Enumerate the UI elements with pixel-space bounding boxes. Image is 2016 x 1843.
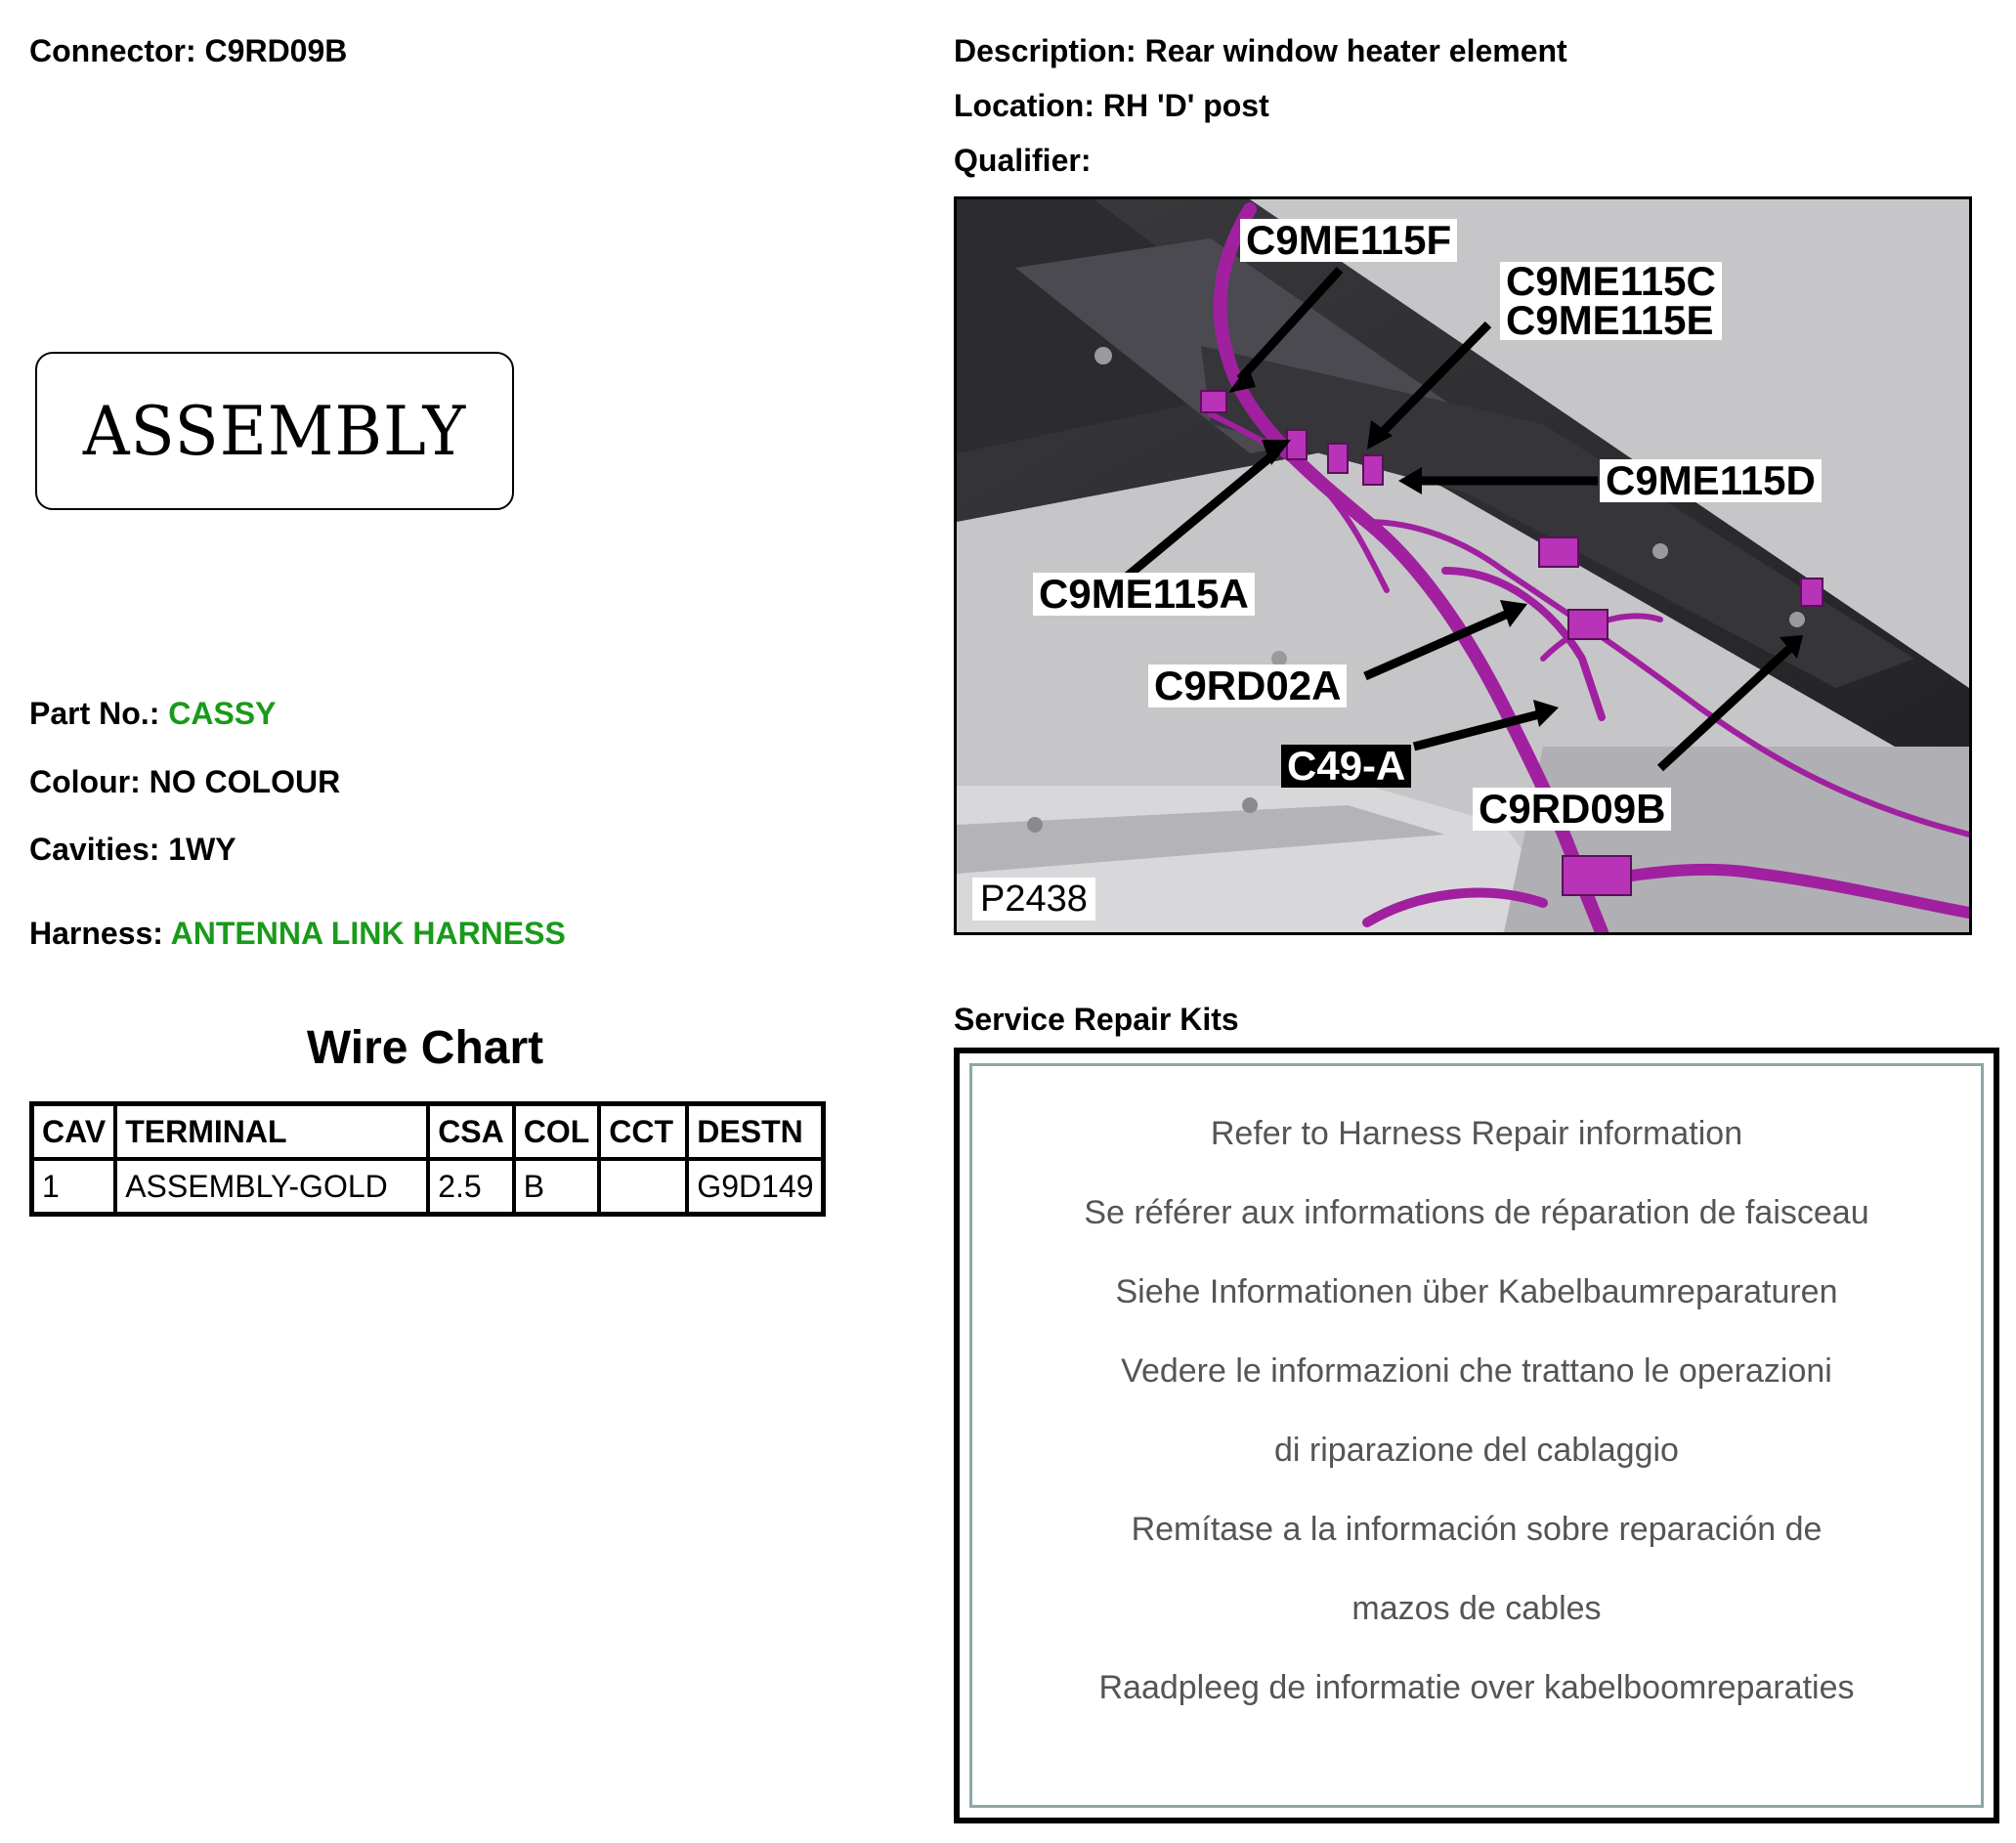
harness-value[interactable]: ANTENNA LINK HARNESS <box>170 916 566 951</box>
callout-c9me115a: C9ME115A <box>1033 573 1255 616</box>
kits-line-fr: Se référer aux informations de réparation de faisceau <box>1084 1194 1869 1231</box>
colour-label: Colour: NO COLOUR <box>29 764 341 799</box>
col-header-terminal: TERMINAL <box>115 1104 428 1160</box>
assembly-image <box>35 352 514 510</box>
callout-c9me115d: C9ME115D <box>1600 459 1822 502</box>
cavities-label: Cavities: 1WY <box>29 832 236 867</box>
connector-label: Connector: C9RD09B <box>29 33 348 68</box>
callout-c49a: C49-A <box>1281 745 1411 788</box>
cell-destn: G9D149 <box>687 1159 824 1215</box>
col-header-destn: DESTN <box>687 1104 824 1160</box>
service-repair-kits-inner <box>969 1063 1984 1808</box>
location-label: Location: RH 'D' post <box>954 88 1269 123</box>
cell-cct <box>599 1159 687 1215</box>
photo-illustration <box>957 199 1969 932</box>
col-header-col: COL <box>514 1104 600 1160</box>
harness-row <box>29 916 566 952</box>
part-number-value[interactable]: CASSY <box>168 696 277 731</box>
cell-cav: 1 <box>32 1159 116 1215</box>
connector-location-photo <box>954 196 1972 935</box>
callout-c9rd09b: C9RD09B <box>1473 788 1671 831</box>
qualifier-label: Qualifier: <box>954 143 1092 178</box>
kits-line-de: Siehe Informationen über Kabelbaumreparaturen <box>1115 1273 1838 1310</box>
callout-c9me115e: C9ME115E <box>1506 297 1714 343</box>
callout-c9me115c-e <box>1500 258 1722 343</box>
col-header-csa: CSA <box>428 1104 514 1160</box>
service-repair-kits-title: Service Repair Kits <box>954 1002 1239 1037</box>
callout-c9rd02a: C9RD02A <box>1148 664 1347 707</box>
kits-line-es-1: Remítase a la información sobre reparación de <box>1131 1511 1823 1548</box>
part-number-label: Part No.: <box>29 696 160 731</box>
harness-label: Harness: <box>29 916 163 951</box>
kits-line-es-2: mazos de cables <box>1351 1590 1602 1627</box>
callout-c9me115c: C9ME115C <box>1506 258 1716 304</box>
kits-line-it-1: Vedere le informazioni che trattano le operazioni <box>1121 1352 1832 1390</box>
cell-csa: 2.5 <box>428 1159 514 1215</box>
cell-terminal: ASSEMBLY-GOLD <box>115 1159 428 1215</box>
col-header-cav: CAV <box>32 1104 116 1160</box>
photo-id-label: P2438 <box>972 878 1095 921</box>
assembly-text: ASSEMBLY <box>82 391 467 471</box>
kits-line-it-2: di riparazione del cablaggio <box>1274 1432 1679 1469</box>
wire-chart-table <box>29 1101 826 1217</box>
table-row <box>32 1159 824 1215</box>
kits-line-en: Refer to Harness Repair information <box>1210 1115 1743 1152</box>
description-label: Description: Rear window heater element <box>954 33 1567 68</box>
service-repair-kits-panel <box>954 1048 1999 1823</box>
part-number-row <box>29 696 276 732</box>
col-header-cct: CCT <box>599 1104 687 1160</box>
wire-chart-title: Wire Chart <box>306 1022 544 1074</box>
callout-c9me115f: C9ME115F <box>1240 219 1457 262</box>
cell-col: B <box>514 1159 600 1215</box>
kits-line-nl: Raadpleeg de informatie over kabelboomreparaties <box>1098 1669 1855 1706</box>
wire-chart-header-row <box>32 1104 824 1160</box>
